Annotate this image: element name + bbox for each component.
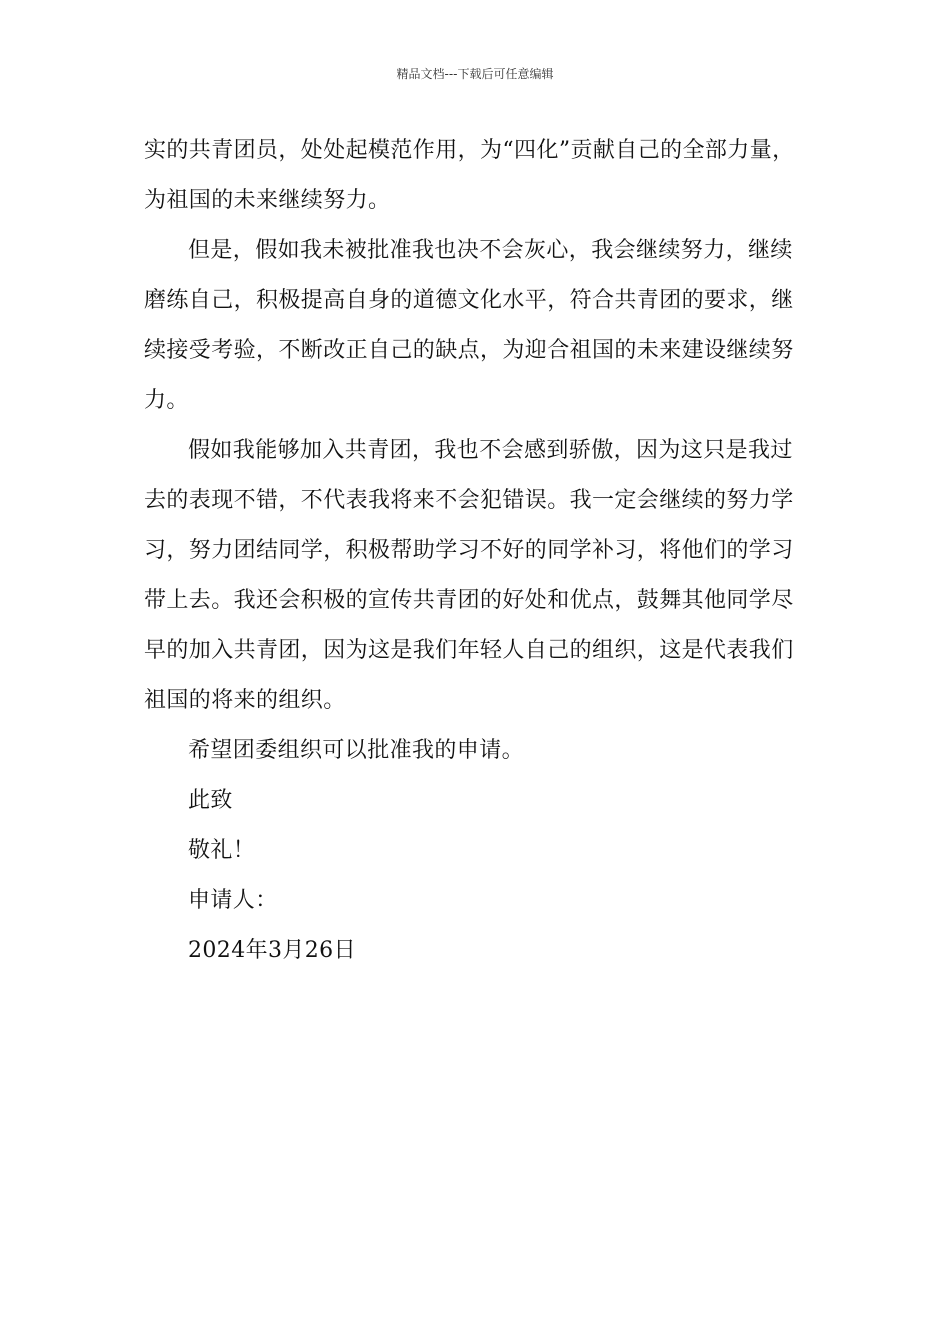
- salutation: 此致: [188, 788, 233, 813]
- body-line: 带上去。我还会积极的宣传共青团的好处和优点，鼓舞其他同学尽: [144, 588, 794, 613]
- body-line: 去的表现不错，不代表我将来不会犯错误。我一定会继续的努力学: [144, 488, 794, 513]
- document-body: [144, 126, 809, 976]
- closing-request: 希望团委组织可以批准我的申请。: [188, 738, 525, 763]
- body-line: 假如我能够加入共青团，我也不会感到骄傲，因为这只是我过: [188, 438, 793, 463]
- body-line: 祖国的将来的组织。: [144, 688, 346, 713]
- applicant-label: 申请人：: [188, 888, 278, 913]
- body-line: 但是，假如我未被批准我也决不会灰心，我会继续努力，继续: [188, 238, 793, 263]
- body-line: 早的加入共青团，因为这是我们年轻人自己的组织，这是代表我们: [144, 638, 794, 663]
- body-line: 习，努力团结同学，积极帮助学习不好的同学补习，将他们的学习: [144, 538, 794, 563]
- body-line: 为祖国的未来继续努力。: [144, 188, 391, 213]
- page-header: 精品文档---下载后可任意编辑: [396, 67, 554, 81]
- document-date: 2024年3月26日: [188, 938, 356, 963]
- salutation-regards: 敬礼！: [188, 838, 256, 863]
- body-line: 力。: [144, 388, 189, 413]
- body-line: 磨练自己，积极提高自身的道德文化水平，符合共青团的要求，继: [144, 288, 794, 313]
- body-line: 实的共青团员，处处起模范作用，为“四化”贡献自己的全部力量，: [144, 138, 795, 163]
- body-line: 续接受考验，不断改正自己的缺点，为迎合祖国的未来建设继续努: [144, 338, 794, 363]
